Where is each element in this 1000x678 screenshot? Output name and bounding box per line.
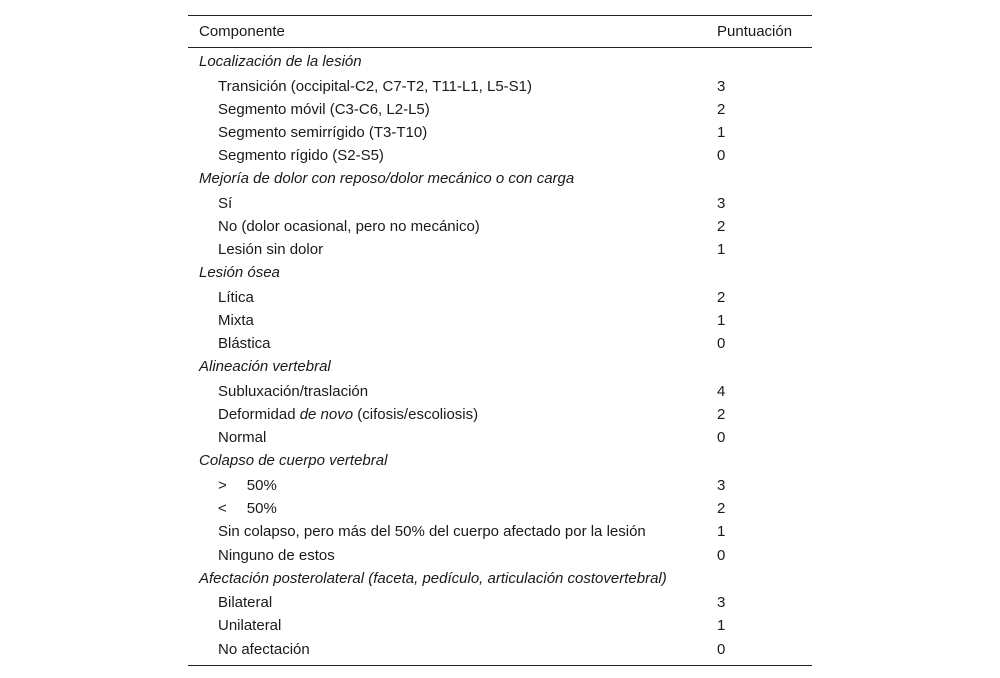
- row-label: Segmento semirrígido (T3-T10): [218, 123, 428, 141]
- group-title: Localización de la lesión: [199, 53, 362, 70]
- table-row: [188, 75, 812, 98]
- row-label: [218, 474, 277, 497]
- row-label: Normal: [218, 429, 267, 447]
- row-score: 0: [717, 546, 726, 564]
- table-row: [188, 426, 812, 449]
- row-label: Sí: [218, 194, 233, 212]
- row-score: 2: [717, 288, 726, 306]
- comparison-sign: >: [218, 476, 227, 494]
- row-score: 3: [717, 77, 726, 95]
- header-score: Puntuación: [717, 23, 793, 40]
- table-row: [188, 638, 812, 661]
- row-label: Lesión sin dolor: [218, 241, 324, 259]
- row-score: 0: [717, 335, 726, 353]
- table-header-row: [188, 16, 812, 47]
- row-label-pre: Deformidad: [218, 406, 300, 424]
- row-label: Subluxación/traslación: [218, 382, 369, 400]
- threshold-value: 50%: [246, 476, 277, 494]
- row-score: 3: [717, 594, 726, 612]
- row-label: No afectación: [218, 640, 310, 658]
- row-score: 2: [717, 406, 726, 424]
- group-title: Lesión ósea: [199, 264, 280, 282]
- group-title: Mejoría de dolor con reposo/dolor mecánico o con carga: [199, 170, 575, 188]
- row-label: [218, 403, 478, 426]
- group-heading: [188, 449, 812, 474]
- table-row: [188, 238, 812, 261]
- group-title: Colapso de cuerpo vertebral: [199, 452, 388, 470]
- row-label-post: (cifosis/escoliosis): [353, 406, 479, 424]
- table-row: [188, 144, 812, 167]
- row-score: 2: [717, 100, 726, 118]
- row-score: 1: [717, 241, 726, 259]
- row-score: 2: [717, 217, 726, 235]
- group-title: Alineación vertebral: [199, 358, 331, 376]
- scoring-table: [188, 15, 812, 666]
- header-component: Componente: [199, 23, 285, 40]
- row-label: Segmento rígido (S2-S5): [218, 147, 384, 165]
- row-label: Ninguno de estos: [218, 546, 335, 564]
- table-row: [188, 380, 812, 403]
- row-label: Sin colapso, pero más del 50% del cuerpo afectado por la lesión: [218, 523, 646, 541]
- table-row: [188, 192, 812, 215]
- row-label: Mixta: [218, 312, 254, 329]
- row-score: 0: [717, 429, 726, 447]
- table-row: [188, 309, 812, 332]
- row-score: 3: [717, 476, 726, 494]
- comparison-sign: <: [218, 500, 227, 518]
- row-score: 3: [717, 194, 726, 212]
- row-label: Lítica: [218, 288, 254, 306]
- row-score: 1: [717, 312, 726, 329]
- row-score: 1: [717, 123, 726, 141]
- table-bottom-rule: [188, 665, 812, 666]
- row-label: Blástica: [218, 335, 271, 353]
- row-score: 1: [717, 523, 726, 541]
- row-label: No (dolor ocasional, pero no mecánico): [218, 217, 480, 235]
- group-heading: [188, 50, 812, 75]
- row-score: 1: [717, 617, 726, 635]
- table-row: [188, 332, 812, 355]
- table-row: [188, 591, 812, 614]
- group-title: Afectación posterolateral (faceta, pedículo, articulación costovertebral): [199, 569, 667, 587]
- table-row: [188, 121, 812, 144]
- table-row: [188, 520, 812, 543]
- row-score: 0: [717, 147, 726, 165]
- table-row: [188, 614, 812, 637]
- group-heading: [188, 567, 812, 592]
- group-heading: [188, 167, 812, 192]
- table-row: [188, 215, 812, 238]
- row-label: Unilateral: [218, 617, 282, 635]
- table-row: [188, 474, 812, 497]
- row-label-emphasis: de novo: [299, 406, 354, 424]
- table-row: [188, 286, 812, 309]
- threshold-value: 50%: [246, 500, 277, 518]
- row-score: 4: [717, 382, 726, 400]
- row-label: Segmento móvil (C3-C6, L2-L5): [218, 100, 430, 118]
- table-row: [188, 497, 812, 520]
- row-label: [218, 497, 277, 520]
- table-row: [188, 403, 812, 426]
- row-label: Bilateral: [218, 594, 273, 612]
- group-heading: [188, 261, 812, 286]
- row-score: 2: [717, 500, 726, 518]
- table-row: [188, 544, 812, 567]
- row-score: 0: [717, 640, 726, 658]
- table-row: [188, 98, 812, 121]
- group-heading: [188, 355, 812, 380]
- row-label: Transición (occipital-C2, C7-T2, T11-L1, L5-S1): [218, 77, 533, 95]
